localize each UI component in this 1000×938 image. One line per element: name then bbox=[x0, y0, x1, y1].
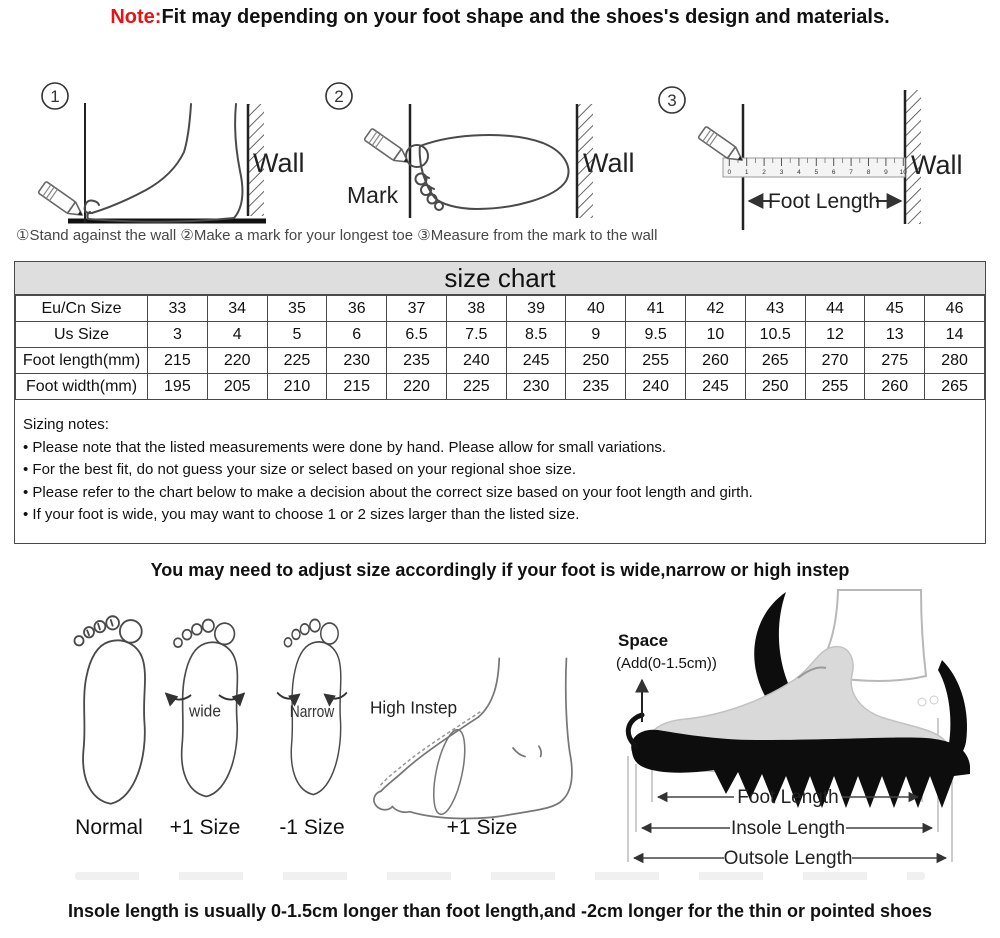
space-label: Space bbox=[618, 631, 669, 650]
size-cell: 40 bbox=[566, 296, 626, 322]
foot-side-drawing bbox=[85, 104, 243, 222]
size-row-label: Us Size bbox=[16, 322, 148, 348]
size-cell: 12 bbox=[805, 322, 865, 348]
size-cell: 39 bbox=[506, 296, 566, 322]
step2-number: 2 bbox=[334, 87, 344, 106]
size-cell: 270 bbox=[805, 348, 865, 374]
ruler bbox=[723, 158, 907, 177]
size-cell: 275 bbox=[865, 348, 925, 374]
size-cell: 37 bbox=[387, 296, 447, 322]
girth-loop bbox=[428, 727, 471, 817]
size-row bbox=[16, 322, 985, 348]
wall-label: Wall bbox=[253, 148, 305, 178]
size-cell: 260 bbox=[686, 348, 746, 374]
size-cell: 205 bbox=[207, 374, 267, 400]
size-row bbox=[16, 296, 985, 322]
foot-narrow-block bbox=[263, 600, 361, 846]
measure-steps-caption: ①Stand against the wall ②Make a mark for your longest toe ③Measure from the mark to the wall bbox=[16, 227, 658, 244]
measure-diagram-2 bbox=[325, 76, 645, 244]
size-cell: 265 bbox=[925, 374, 985, 400]
size-chart-title: size chart bbox=[15, 262, 985, 295]
size-cell: 225 bbox=[446, 374, 506, 400]
size-cell: 36 bbox=[327, 296, 387, 322]
size-cell: 260 bbox=[865, 374, 925, 400]
size-cell: 210 bbox=[267, 374, 327, 400]
foot-high-instep-block bbox=[368, 600, 596, 846]
size-cell: 6.5 bbox=[387, 322, 447, 348]
foot-narrow-label: -1 Size bbox=[279, 816, 345, 839]
ruler-number: 0 bbox=[727, 169, 732, 176]
ruler-number: 7 bbox=[849, 169, 853, 176]
size-cell: 220 bbox=[387, 374, 447, 400]
wall-label: Wall bbox=[583, 148, 635, 178]
foot-normal-label: Normal bbox=[75, 816, 143, 839]
size-cell: 9.5 bbox=[626, 322, 686, 348]
ruler-number: 9 bbox=[884, 169, 888, 176]
size-chart-table bbox=[15, 295, 985, 400]
shoe-collar bbox=[754, 592, 792, 698]
size-cell: 9 bbox=[566, 322, 626, 348]
foot-sole-narrow-drawing bbox=[272, 608, 352, 806]
size-row-label: Foot length(mm) bbox=[16, 348, 148, 374]
sizing-notes bbox=[15, 400, 985, 527]
measure-diagram-3 bbox=[650, 74, 995, 246]
wide-annotation: wide bbox=[189, 701, 221, 721]
size-cell: 215 bbox=[327, 374, 387, 400]
size-cell: 13 bbox=[865, 322, 925, 348]
pencil-icon bbox=[364, 128, 412, 168]
space-sublabel: (Add(0-1.5cm)) bbox=[616, 655, 717, 672]
measure-diagram-1 bbox=[28, 76, 328, 244]
ruler-number: 4 bbox=[797, 169, 801, 176]
foot-wide-block bbox=[155, 600, 255, 846]
mark-label: Mark bbox=[347, 182, 399, 208]
pencil-icon bbox=[698, 126, 746, 166]
insole-length-label: Insole Length bbox=[730, 818, 846, 839]
ruler-number: 5 bbox=[814, 169, 819, 176]
outsole-length-label: Outsole Length bbox=[723, 848, 853, 869]
top-note bbox=[0, 6, 1000, 29]
size-cell: 4 bbox=[207, 322, 267, 348]
adjust-heading: You may need to adjust size accordingly if your foot is wide,narrow or high instep bbox=[150, 560, 850, 580]
sizing-note-item: • Please note that the listed measurements were done by hand. Please allow for small variations. bbox=[23, 438, 667, 456]
ruler-number: 2 bbox=[762, 169, 766, 176]
size-cell: 265 bbox=[745, 348, 805, 374]
sizing-note-item: • If your foot is wide, you may want to choose 1 or 2 sizes larger than the listed size. bbox=[23, 506, 580, 523]
sizing-note-item: • For the best fit, do not guess your size or select based on your regional shoe size. bbox=[23, 461, 577, 478]
heel-dot bbox=[930, 696, 938, 704]
size-cell: 33 bbox=[148, 296, 208, 322]
size-cell: 250 bbox=[745, 374, 805, 400]
foot-length-label: Foot Length bbox=[737, 787, 839, 808]
foot-length-label: Foot Length bbox=[767, 190, 881, 213]
sizing-notes-title: Sizing notes: bbox=[23, 416, 109, 433]
step1-number: 1 bbox=[50, 87, 60, 106]
note-text: Fit may depending on your foot shape and the shoes's design and materials. bbox=[161, 6, 890, 28]
faded-watermark-line bbox=[75, 872, 925, 880]
size-cell: 220 bbox=[207, 348, 267, 374]
wall-label: Wall bbox=[911, 150, 963, 180]
size-cell: 10 bbox=[686, 322, 746, 348]
size-cell: 245 bbox=[506, 348, 566, 374]
size-cell: 225 bbox=[267, 348, 327, 374]
size-row-label: Eu/Cn Size bbox=[16, 296, 148, 322]
narrow-annotation: Narrow bbox=[289, 702, 335, 722]
bottom-note: Insole length is usually 0-1.5cm longer than foot length,and -2cm longer for the thin or pointed shoes bbox=[67, 901, 933, 921]
size-cell: 42 bbox=[686, 296, 746, 322]
narrow-arrow-right bbox=[324, 692, 347, 698]
size-cell: 43 bbox=[745, 296, 805, 322]
ruler-number: 1 bbox=[744, 169, 749, 176]
size-cell: 7.5 bbox=[446, 322, 506, 348]
foot-high-instep-label: +1 Size bbox=[446, 816, 518, 839]
size-cell: 230 bbox=[506, 374, 566, 400]
size-cell: 245 bbox=[686, 374, 746, 400]
size-cell: 280 bbox=[925, 348, 985, 374]
size-cell: 235 bbox=[566, 374, 626, 400]
size-cell: 5 bbox=[267, 322, 327, 348]
size-cell: 6 bbox=[327, 322, 387, 348]
foot-length-dimension bbox=[749, 190, 901, 213]
size-cell: 195 bbox=[148, 374, 208, 400]
size-cell: 240 bbox=[626, 374, 686, 400]
foot-normal-block bbox=[49, 600, 169, 846]
step3-number: 3 bbox=[667, 91, 677, 110]
size-cell: 240 bbox=[446, 348, 506, 374]
ruler-number: 8 bbox=[866, 169, 871, 176]
size-cell: 34 bbox=[207, 296, 267, 322]
size-row-label: Foot width(mm) bbox=[16, 374, 148, 400]
foot-sole-wide-drawing bbox=[160, 608, 250, 808]
ruler-number: 3 bbox=[779, 169, 784, 176]
size-cell: 46 bbox=[925, 296, 985, 322]
size-cell: 10.5 bbox=[745, 322, 805, 348]
note-prefix: Note: bbox=[110, 6, 162, 28]
pencil-icon bbox=[38, 181, 86, 221]
size-cell: 44 bbox=[805, 296, 865, 322]
size-table-body bbox=[16, 296, 985, 400]
size-chart-box bbox=[14, 261, 986, 544]
foot-sole-normal-drawing bbox=[59, 604, 159, 816]
ruler-number: 10 bbox=[899, 169, 907, 176]
narrow-arrow-left bbox=[277, 692, 300, 698]
sizing-notes-list bbox=[23, 437, 975, 527]
size-cell: 3 bbox=[148, 322, 208, 348]
size-cell: 41 bbox=[626, 296, 686, 322]
foot-wide-label: +1 Size bbox=[169, 816, 241, 839]
wide-arrow-left bbox=[166, 693, 191, 699]
heel-dot bbox=[918, 698, 926, 706]
size-cell: 235 bbox=[387, 348, 447, 374]
size-cell: 8.5 bbox=[506, 322, 566, 348]
size-cell: 38 bbox=[446, 296, 506, 322]
foot-top-drawing bbox=[406, 135, 568, 210]
size-cell: 255 bbox=[805, 374, 865, 400]
size-cell: 250 bbox=[566, 348, 626, 374]
size-cell: 230 bbox=[327, 348, 387, 374]
shoe-length-diagram bbox=[616, 580, 996, 880]
size-row bbox=[16, 348, 985, 374]
size-cell: 255 bbox=[626, 348, 686, 374]
wide-arrow-right bbox=[219, 693, 244, 699]
high-instep-drawing bbox=[370, 642, 594, 828]
size-cell: 45 bbox=[865, 296, 925, 322]
size-row bbox=[16, 374, 985, 400]
size-cell: 215 bbox=[148, 348, 208, 374]
ruler-number: 6 bbox=[831, 169, 836, 176]
size-cell: 14 bbox=[925, 322, 985, 348]
sizing-note-item: • Please refer to the chart below to make a decision about the correct size based on your foot length and girth. bbox=[23, 483, 753, 501]
high-instep-annotation: High Instep bbox=[370, 697, 458, 718]
size-cell: 35 bbox=[267, 296, 327, 322]
